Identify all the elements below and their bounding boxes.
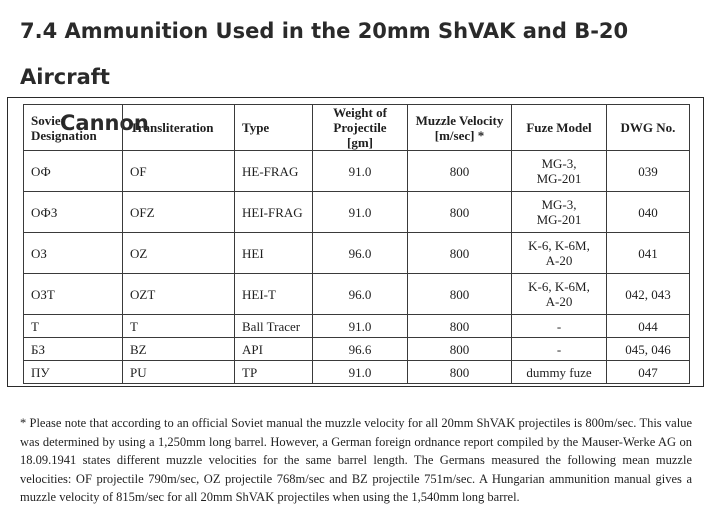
cell-transliteration: T xyxy=(123,315,235,338)
cell-soviet-designation: ОФ xyxy=(24,151,123,192)
cell-dwg-no: 042, 043 xyxy=(607,274,690,315)
cell-type: HE-FRAG xyxy=(235,151,313,192)
cell-fuze-model: - xyxy=(512,338,607,361)
cell-type: API xyxy=(235,338,313,361)
cell-muzzle-velocity: 800 xyxy=(408,233,512,274)
cell-transliteration: PU xyxy=(123,361,235,384)
cell-weight: 91.0 xyxy=(313,151,408,192)
section-title-line-1: 7.4 Ammunition Used in the 20mm ShVAK and B-20 Aircraft xyxy=(20,19,629,89)
cell-weight: 91.0 xyxy=(313,361,408,384)
header-fuze-model: Fuze Model xyxy=(512,105,607,151)
cell-type: HEI xyxy=(235,233,313,274)
cell-fuze-model: dummy fuze xyxy=(512,361,607,384)
cell-dwg-no: 045, 046 xyxy=(607,338,690,361)
table-row xyxy=(24,233,690,274)
cell-type: Ball Tracer xyxy=(235,315,313,338)
cell-transliteration: OZT xyxy=(123,274,235,315)
cell-soviet-designation: БЗ xyxy=(24,338,123,361)
cell-muzzle-velocity: 800 xyxy=(408,315,512,338)
cell-weight: 96.0 xyxy=(313,233,408,274)
header-weight: Weight of Projectile [gm] xyxy=(313,105,408,151)
cell-fuze-model: MG-3, MG-201 xyxy=(512,151,607,192)
cell-muzzle-velocity: 800 xyxy=(408,274,512,315)
cell-dwg-no: 040 xyxy=(607,192,690,233)
cell-transliteration: OFZ xyxy=(123,192,235,233)
cell-soviet-designation: ОФЗ xyxy=(24,192,123,233)
cell-soviet-designation: ОЗ xyxy=(24,233,123,274)
table-row xyxy=(24,315,690,338)
cell-muzzle-velocity: 800 xyxy=(408,361,512,384)
cell-soviet-designation: Т xyxy=(24,315,123,338)
cell-muzzle-velocity: 800 xyxy=(408,192,512,233)
cell-transliteration: OZ xyxy=(123,233,235,274)
ammunition-table xyxy=(23,104,690,384)
cell-transliteration: OF xyxy=(123,151,235,192)
footnote: * Please note that according to an official Soviet manual the muzzle velocity for all 20mm ShVAK projectiles is 800m/sec. This value was determined by using a 1,250mm long barrel. However, a German foreign ordnance report compiled by the Mauser-Werke AG on 18.09.1941 states different muzzle velocities for the same barrel length. The Germans measured the following mean muzzle velocities: OF projectile 790m/sec, OZ projectile 768m/sec and BZ projectile 751m/sec. A Hungarian ammunition manual gives a muzzle velocity of 815m/sec for all 20mm ShVAK projectiles when using the 1,540mm long barrel. xyxy=(20,416,692,505)
cell-fuze-model: K-6, K-6M, A-20 xyxy=(512,274,607,315)
cell-soviet-designation: ПУ xyxy=(24,361,123,384)
cell-fuze-model: - xyxy=(512,315,607,338)
cell-type: HEI-FRAG xyxy=(235,192,313,233)
cell-type: HEI-T xyxy=(235,274,313,315)
cell-weight: 96.6 xyxy=(313,338,408,361)
cell-fuze-model: MG-3, MG-201 xyxy=(512,192,607,233)
header-soviet-designation: Soviet Designation xyxy=(24,105,123,151)
cell-weight: 91.0 xyxy=(313,315,408,338)
table-header-row xyxy=(24,105,690,151)
table-row xyxy=(24,338,690,361)
header-transliteration: Transliteration xyxy=(123,105,235,151)
cell-weight: 91.0 xyxy=(313,192,408,233)
header-type: Type xyxy=(235,105,313,151)
table-row xyxy=(24,361,690,384)
table-row xyxy=(24,274,690,315)
cell-soviet-designation: ОЗТ xyxy=(24,274,123,315)
cell-dwg-no: 039 xyxy=(607,151,690,192)
cell-dwg-no: 044 xyxy=(607,315,690,338)
cell-dwg-no: 047 xyxy=(607,361,690,384)
header-muzzle-velocity: Muzzle Velocity [m/sec] * xyxy=(408,105,512,151)
table-row xyxy=(24,192,690,233)
cell-transliteration: BZ xyxy=(123,338,235,361)
cell-fuze-model: K-6, K-6M, A-20 xyxy=(512,233,607,274)
cell-muzzle-velocity: 800 xyxy=(408,151,512,192)
cell-dwg-no: 041 xyxy=(607,233,690,274)
section-title-line-2: Cannon xyxy=(60,111,149,135)
cell-muzzle-velocity: 800 xyxy=(408,338,512,361)
cell-type: TP xyxy=(235,361,313,384)
table-row xyxy=(24,151,690,192)
header-dwg-no: DWG No. xyxy=(607,105,690,151)
cell-weight: 96.0 xyxy=(313,274,408,315)
